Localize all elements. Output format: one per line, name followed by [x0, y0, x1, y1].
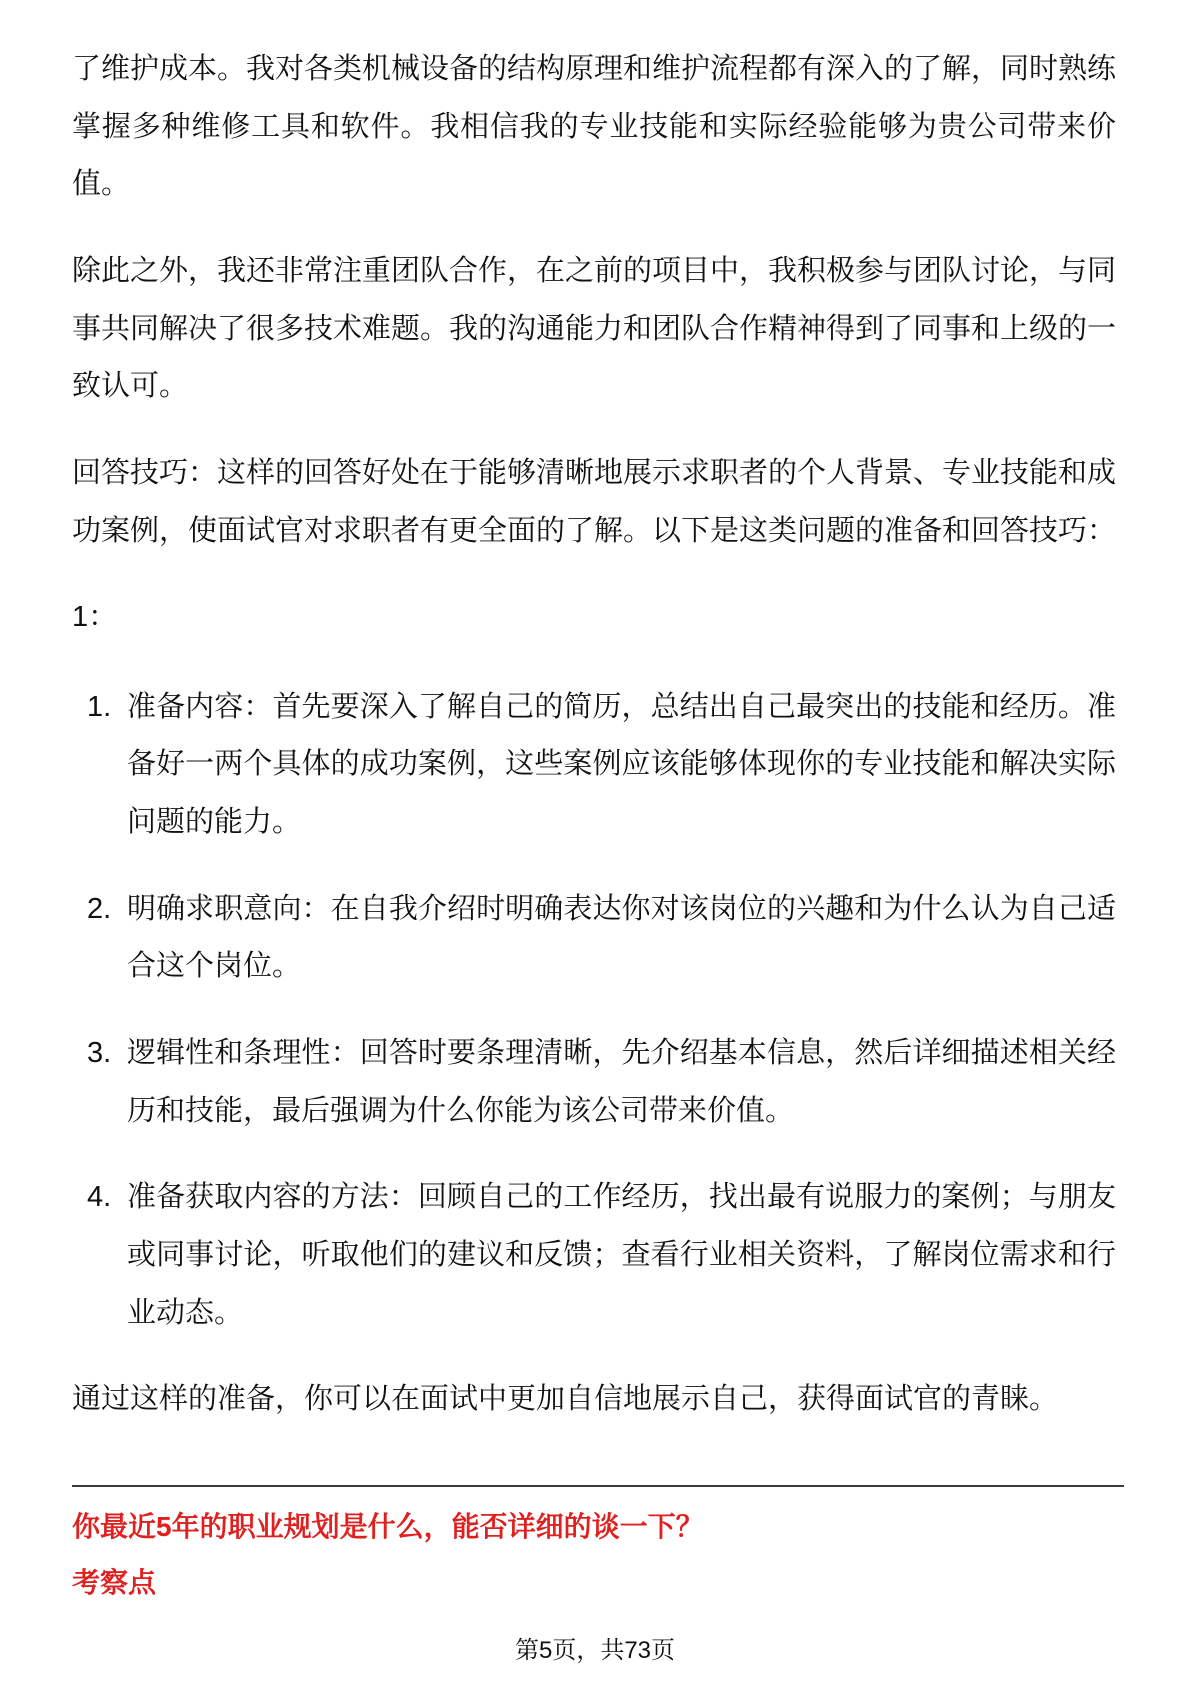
list-item-line: 合这个岗位。 [127, 950, 302, 983]
list-item-number: 1. [87, 690, 112, 723]
list-item-number: 2. [87, 892, 112, 925]
list-item-line: 准备获取内容的方法：回顾自己的工作经历，找出最有说服力的案例；与朋友 [127, 1181, 1116, 1214]
section-divider [72, 1485, 1124, 1487]
list-item-line: 问题的能力。 [127, 806, 302, 839]
list-item-number: 4. [87, 1181, 112, 1214]
list-item-line: 备好一两个具体的成功案例，这些案例应该能够体现你的专业技能和解决实际 [127, 748, 1116, 781]
question-heading: 你最近5年的职业规划是什么，能否详细的谈一下？ [72, 1511, 704, 1542]
list-item-line: 逻辑性和条理性：回答时要条理清晰，先介绍基本信息，然后详细描述相关经 [127, 1036, 1116, 1069]
paragraph-line: 了维护成本。我对各类机械设备的结构原理和维护流程都有深入的了解，同时熟练 [72, 53, 1116, 85]
paragraph-teamwork [72, 243, 1116, 416]
list-item [72, 679, 1116, 852]
paragraph-line: 除此之外，我还非常注重团队合作，在之前的项目中，我积极参与团队讨论，与同 [72, 254, 1116, 287]
list-item-number: 3. [87, 1036, 112, 1069]
list-item-line: 或同事讨论，听取他们的建议和反馈；查看行业相关资料，了解岗位需求和行 [127, 1238, 1116, 1271]
list-item-line: 历和技能，最后强调为什么你能为该公司带来价值。 [127, 1094, 795, 1127]
paragraph-answer-tips [72, 445, 1116, 560]
paragraph-closing [72, 1371, 1116, 1429]
document-body [72, 41, 1116, 1458]
paragraph-skills [72, 41, 1116, 214]
list-item-line: 明确求职意向：在自我介绍时明确表达你对该岗位的兴趣和为什么认为自己适 [127, 892, 1116, 925]
page-number-footer: 第5页，共73页 [514, 1637, 676, 1664]
list-item [72, 881, 1116, 996]
list-item [72, 1025, 1116, 1140]
list-item [72, 1169, 1116, 1342]
paragraph-line: 致认可。 [72, 370, 189, 403]
list-heading-text: 1： [72, 601, 118, 634]
list-heading [72, 589, 1116, 647]
paragraph-line: 回答技巧：这样的回答好处在于能够清晰地展示求职者的个人背景、专业技能和成 [72, 456, 1116, 489]
paragraph-line: 事共同解决了很多技术难题。我的沟通能力和团队合作精神得到了同事和上级的一 [72, 312, 1116, 345]
list-item-line: 准备内容：首先要深入了解自己的简历，总结出自己最突出的技能和经历。准 [127, 690, 1116, 723]
question-subheading: 考察点 [72, 1567, 157, 1598]
paragraph-line: 通过这样的准备，你可以在面试中更加自信地展示自己，获得面试官的青睐。 [72, 1383, 1059, 1416]
paragraph-line: 功案例，使面试官对求职者有更全面的了解。以下是这类问题的准备和回答技巧： [72, 514, 1116, 547]
paragraph-line: 掌握多种维修工具和软件。我相信我的专业技能和实际经验能够为贵公司带来价 [72, 110, 1116, 143]
list-item-line: 业动态。 [127, 1296, 244, 1329]
paragraph-line: 值。 [72, 168, 131, 201]
